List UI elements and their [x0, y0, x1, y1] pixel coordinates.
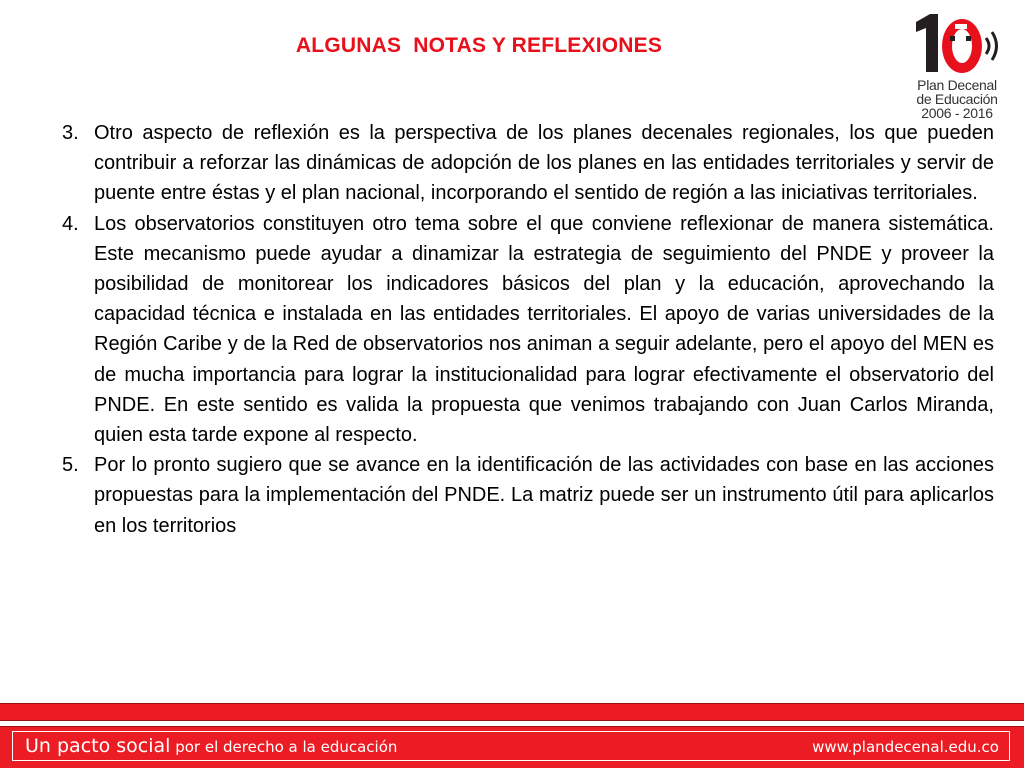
list-item-number: 5.: [62, 454, 79, 477]
slide-title: ALGUNAS NOTAS Y REFLEXIONES: [295, 34, 663, 57]
footer-website-link[interactable]: www.plandecenal.edu.co: [812, 738, 999, 756]
notes-list: [62, 118, 994, 541]
list-item-number: 4.: [62, 212, 79, 235]
slogan-sub: por el derecho a la educación: [170, 738, 398, 756]
logo-text-line2: de Educación: [916, 91, 998, 107]
footer-stripe: [0, 703, 1024, 721]
footer-bar: [0, 726, 1024, 768]
logo-text-line1: Plan Decenal: [917, 77, 997, 93]
list-item-text: Por lo pronto sugiero que se avance en la identificación de las actividades con base en las acciones propuestas para la implementación del PNDE. La matriz puede ser un instrumento útil para aplicarlos en los territorios: [94, 454, 994, 537]
logo-text-line3: 2006 - 2016: [921, 105, 993, 121]
slogan-main: Un pacto social: [25, 735, 171, 757]
footer-slogan: [25, 735, 397, 757]
list-item-text: Otro aspecto de reflexión es la perspectiva de los planes decenales regionales, los que pueden contribuir a reforzar las dinámicas de adopción de los planes en las entidades territoriales y servir de puente entre éstas y el plan nacional, incorporando el sentido de región a las iniciativas territoriales.: [94, 122, 994, 205]
list-item-text: Los observatorios constituyen otro tema sobre el que conviene reflexionar de manera sistemática. Este mecanismo puede ayudar a dinamizar la estrategia de seguimiento del PNDE y proveer la posibilidad de monitorear los indicadores básicos del plan y la educación, aprovechando la capacidad técnica e instalada en las entidades territoriales. El apoyo de varias universidades de la Región Caribe y de la Red de observatorios nos animan a seguir adelante, pero el apoyo del MEN es de mucha importancia para lograr la institucionalidad para lograr efectivamente el observatorio del PNDE. En este sentido es valida la propuesta que venimos trabajando con Juan Carlos Miranda, quien esta tarde expone al respecto.: [94, 212, 994, 447]
list-item-number: 3.: [62, 122, 79, 144]
list-item: [62, 209, 994, 451]
footer-frame: [12, 731, 1010, 761]
plan-decenal-logo: [902, 8, 1012, 124]
plan-decenal-10-logo-icon: [908, 12, 1006, 78]
list-item: [62, 118, 994, 209]
list-item: [62, 450, 994, 541]
